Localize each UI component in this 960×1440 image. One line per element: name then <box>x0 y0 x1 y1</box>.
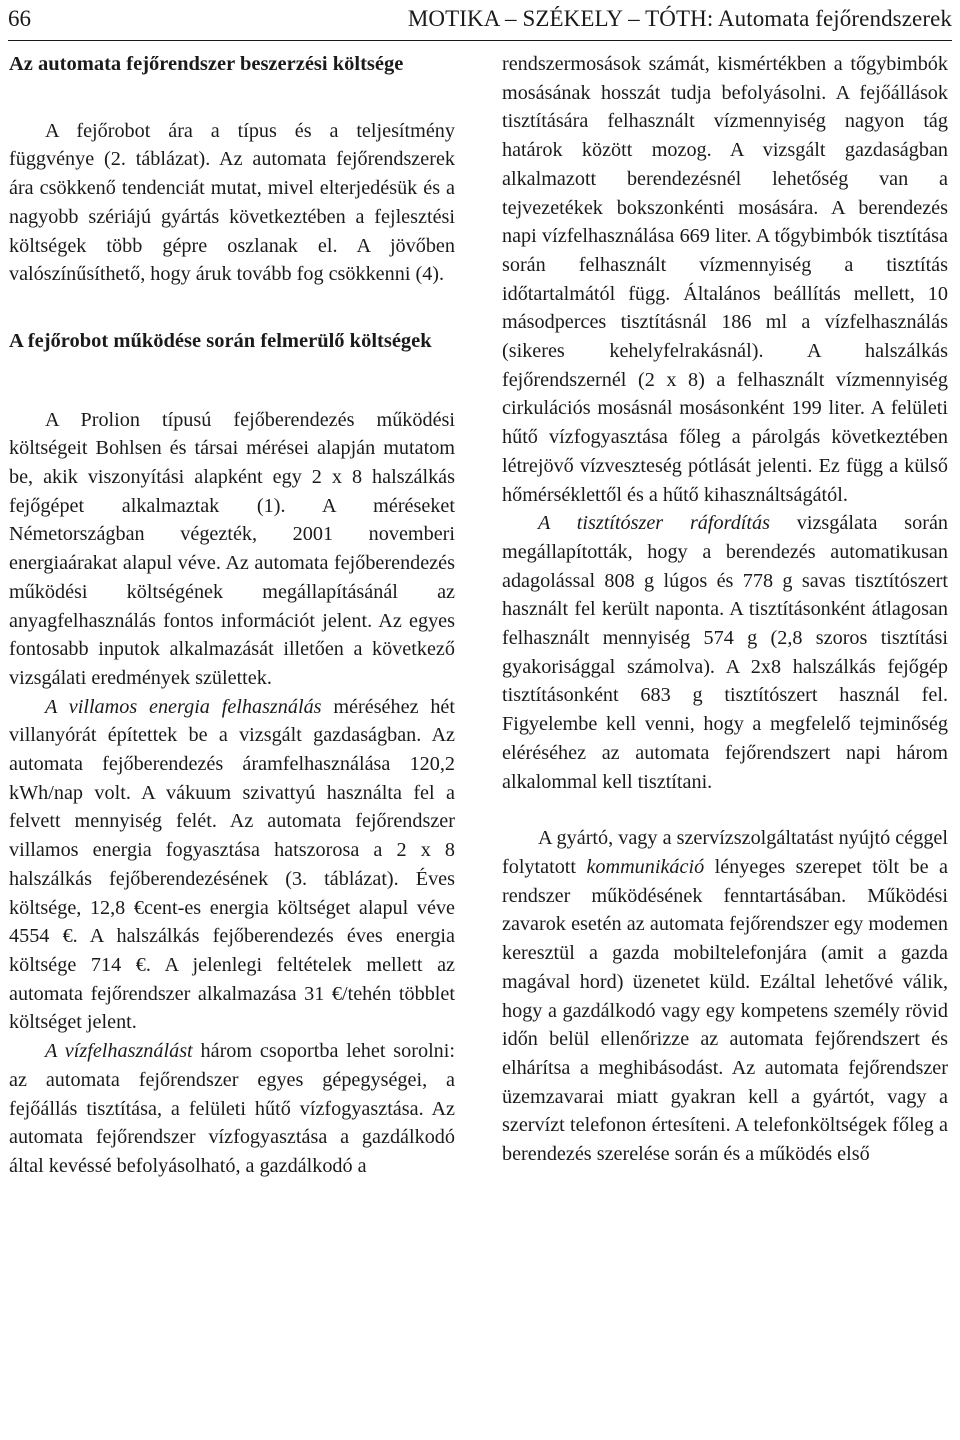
running-title: MOTIKA – SZÉKELY – TÓTH: Automata fejőrendszerek <box>407 6 952 31</box>
paragraph-electricity <box>9 693 455 1037</box>
paragraph-electricity-text: méréséhez hét villanyórát építettek be a vizsgált gazdaságban. Az automata fejőberendezés áramfelhasználása 120,2 kWh/nap volt. A vákuum szivattyú használta fel a felvett mennyiség felét. Az automata fejőrendszer villamos energia fogyasztása hatszorosa a 2 x 8 halszálkás fejőberendezésének (3. táblázat). Éves költsége, 12,8 €cent-es energia költséget alapul véve 4554 €. A halszálkás fejőberendezés éves energia költsége 714 €. A jelenlegi feltételek mellett az automata fejőrendszer alkalmazása 31 €/tehén többlet költséget jelent. <box>9 695 455 1034</box>
term-detergent: A tisztítószer ráfordítás <box>538 512 770 535</box>
left-column <box>9 50 455 1181</box>
paragraph-water-continued: rendszermosások számát, kismértékben a tőgybimbók mosásának hosszát tudja befolyásolni. A fejőállások tisztítására felhasznált vízmennyiség nagyon tág határok között mozog. A vizsgált gazdaságban alkalmazott berendezésnél lehetőség van a tejvezetékek bokszonkénti mosására. A berendezés napi vízfelhasználása 669 liter. A tőgybimbók tisztítása során felhasznált vízmennyiség a tisztítás időtartalmától függ. Általános beállítás mellett, 10 másodperces tisztításnál 186 ml a vízfelhasználás (sikeres kehelyfelrakásnál). A halszálkás fejőrendszernél (2 x 8) a felhasznált vízmennyiség cirkulációs mosásnál mosásonként 199 liter. A felületi hűtő vízfogyasztása főleg a párolgás következtében létrejövő vízveszteség pótlását jelenti. Ez függ a külső hőmérséklettől és a hűtő kihasználtságától. <box>502 53 948 506</box>
paragraph-water <box>9 1037 455 1181</box>
term-electricity: A villamos energia felhasználás <box>45 695 322 718</box>
paragraph-communication-lead: A gyártó, vagy a szervízszolgáltatást nyújtó céggel folytatott <box>502 827 948 878</box>
paragraph-detergent <box>502 509 948 796</box>
paragraph-water-text: három csoportba lehet sorolni: az automata fejőrendszer egyes gépegységei, a fejőállás tisztítása, a felületi hűtő vízfogyasztása. Az automata fejőrendszer vízfogyasztása a gazdálkodó által kevéssé befolyásolható, a gazdálkodó a <box>9 1040 455 1177</box>
paragraph-detergent-text: vizsgálata során megállapították, hogy a berendezés automatikusan adagolással 808 g lúgos és 778 g savas tisztítószert használt fel került naponta. A tisztításonként átlagosan felhasznált mennyiség 574 g (2,8 szoros tisztítási gyakorisággal számolva). A 2x8 halszálkás fejőgép tisztításonként 683 g tisztítószert használ fel. Figyelembe kell venni, hogy a megfelelő tejminőség eléréséhez az automata fejőrendszert napi három alkalommal kell tisztítani. <box>502 512 948 793</box>
page-header <box>8 0 952 41</box>
page-number: 66 <box>8 6 31 31</box>
term-communication: kommunikáció <box>586 855 705 878</box>
section-heading-acquisition-cost: Az automata fejőrendszer beszerzési költsége <box>9 53 404 75</box>
term-water: A vízfelhasználást <box>45 1040 193 1063</box>
paragraph-acquisition-cost: A fejőrobot ára a típus és a teljesítmény függvénye (2. táblázat). Az automata fejőrendszerek ára csökkenő tendenciát mutat, mivel elterjedésük és a nagyobb szériájú gyártás következtében a fejlesztési költségek több gépre oszlanak el. A jövőben valószínűsíthető, hogy áruk tovább fog csökkenni (4). <box>9 119 455 286</box>
paragraph-communication-text: lényeges szerepet tölt be a rendszer működésének fenntartásában. Működési zavarok esetén az automata fejőrendszer egy modemen keresztül a gazda mobiltelefonjára (amit a gazda magával hord) üzenetet küld. Ezáltal lehetővé válik, hogy a gazdálkodó vagy egy kompetens személy rövid időn belül ellenőrizze az automata fejőrendszert és elhárítsa a meghibásodást. Az automata fejőrendszer üzemzavarai miatt gyakran kell a gyártót, vagy a szervízt telefonon értesíteni. A telefonköltségek főleg a berendezés szerelése során és a működés első <box>502 855 948 1166</box>
right-column <box>502 50 948 1169</box>
paragraph-communication <box>502 824 948 1168</box>
paragraph-operating-costs: A Prolion típusú fejőberendezés működési költségeit Bohlsen és társai mérései alapján mutatom be, akik viszonyítási alapként egy 2 x 8 halszálkás fejőgépet alkalmaztak (1). A méréseket Németországban végezték, 2001 novemberi energiaárakat alapul véve. Az automata fejőberendezés működési költségének megállapításánál az anyagfelhasználás fontos információt jelent. Az egyes fontosabb inputok alkalmazását illetően a következő vizsgálati eredmények születtek. <box>9 408 455 689</box>
section-heading-operating-costs: A fejőrobot működése során felmerülő költségek <box>9 329 432 352</box>
